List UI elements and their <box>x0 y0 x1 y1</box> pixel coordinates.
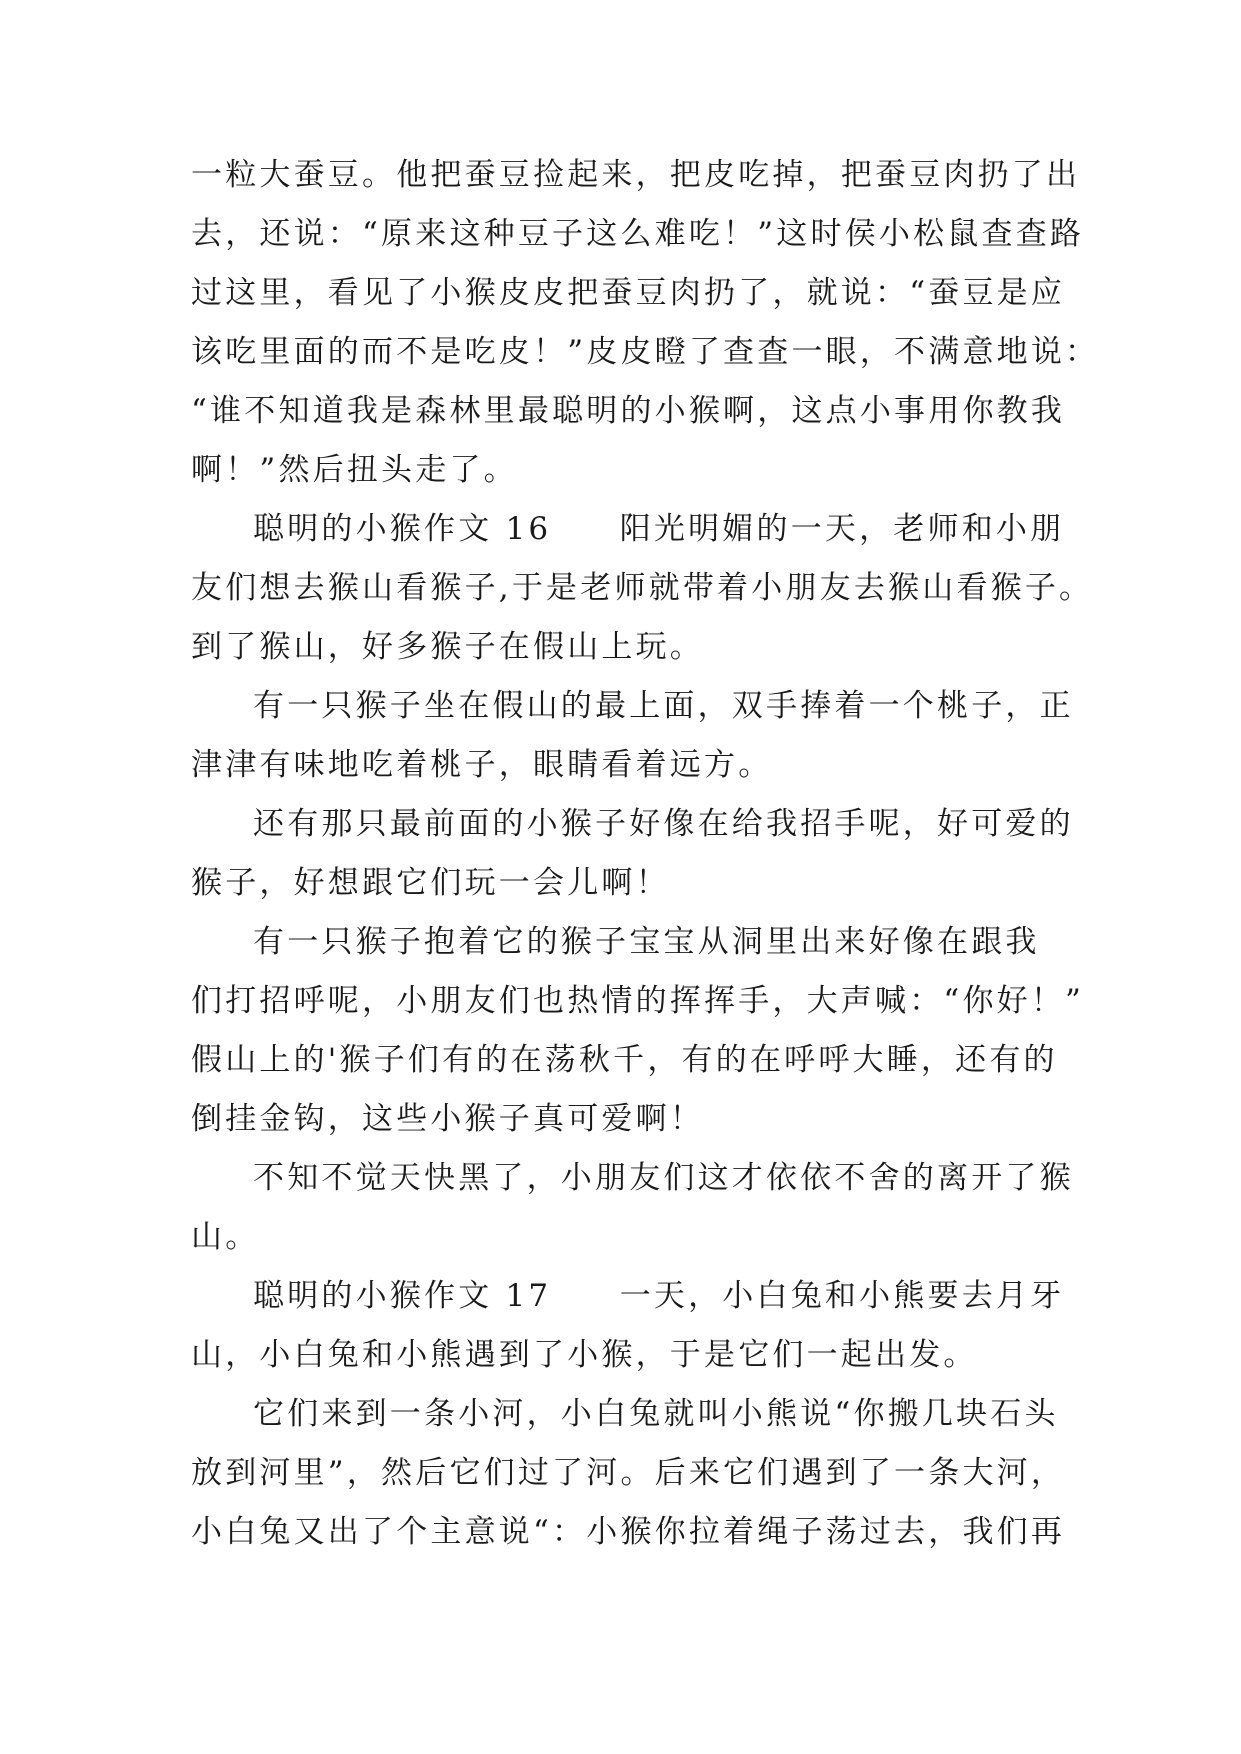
text-line: 过这里，看见了小猴皮皮把蚕豆肉扔了，就说：“蚕豆是应 <box>191 275 1066 311</box>
text-line: 到了猴山，好多猴子在假山上玩。 <box>191 629 704 665</box>
text-line: 一粒大蚕豆。他把蚕豆捡起来，把皮吃掉，把蚕豆肉扔了出 <box>191 157 1081 193</box>
text-line: 假山上的'猴子们有的在荡秋千，有的在呼呼大睡，还有的 <box>191 1042 1058 1078</box>
paragraph-start: 还有那只最前面的小猴子好像在给我招手呢，好可爱的 <box>253 806 1074 842</box>
text-line: 们打招呼呢，小朋友们也热情的挥挥手，大声喊：“你好！” <box>191 983 1085 1019</box>
section-heading-17: 聪明的小猴作文 17 一天，小白兔和小熊要去月牙 <box>253 1278 1065 1314</box>
text-line: “谁不知道我是森林里最聪明的小猴啊，这点小事用你教我 <box>191 393 1066 429</box>
text-line: 津津有味地吃着桃子，眼睛看着远方。 <box>191 747 773 783</box>
text-line: 山，小白兔和小熊遇到了小猴，于是它们一起出发。 <box>191 1337 978 1373</box>
text-line: 友们想去猴山看猴子,于是老师就带着小朋友去猴山看猴子。 <box>191 570 1094 606</box>
text-line: 倒挂金钩，这些小猴子真可爱啊！ <box>191 1101 704 1137</box>
section-heading-16: 聪明的小猴作文 16 阳光明媚的一天，老师和小朋 <box>253 511 1065 547</box>
paragraph-start: 有一只猴子坐在假山的最上面，双手捧着一个桃子，正 <box>253 688 1074 724</box>
text-line: 去，还说：“原来这种豆子这么难吃！”这时侯小松鼠查查路 <box>191 216 1085 252</box>
text-line: 该吃里面的而不是吃皮！”皮皮瞪了查查一眼，不满意地说： <box>191 334 1100 370</box>
text-line: 放到河里”，然后它们过了河。后来它们遇到了一条大河， <box>191 1455 1066 1491</box>
paragraph-start: 有一只猴子抱着它的猴子宝宝从洞里出来好像在跟我 <box>253 924 1040 960</box>
text-line: 山。 <box>191 1219 260 1255</box>
text-line: 小白兔又出了个主意说“：小猴你拉着绳子荡过去，我们再 <box>191 1514 1066 1550</box>
paragraph-start: 它们来到一条小河，小白兔就叫小熊说“你搬几块石头 <box>253 1396 1059 1432</box>
text-line: 猴子，好想跟它们玩一会儿啊！ <box>191 865 670 901</box>
paragraph-start: 不知不觉天快黑了，小朋友们这才依依不舍的离开了猴 <box>253 1160 1074 1196</box>
text-line: 啊！”然后扭头走了。 <box>191 452 518 488</box>
